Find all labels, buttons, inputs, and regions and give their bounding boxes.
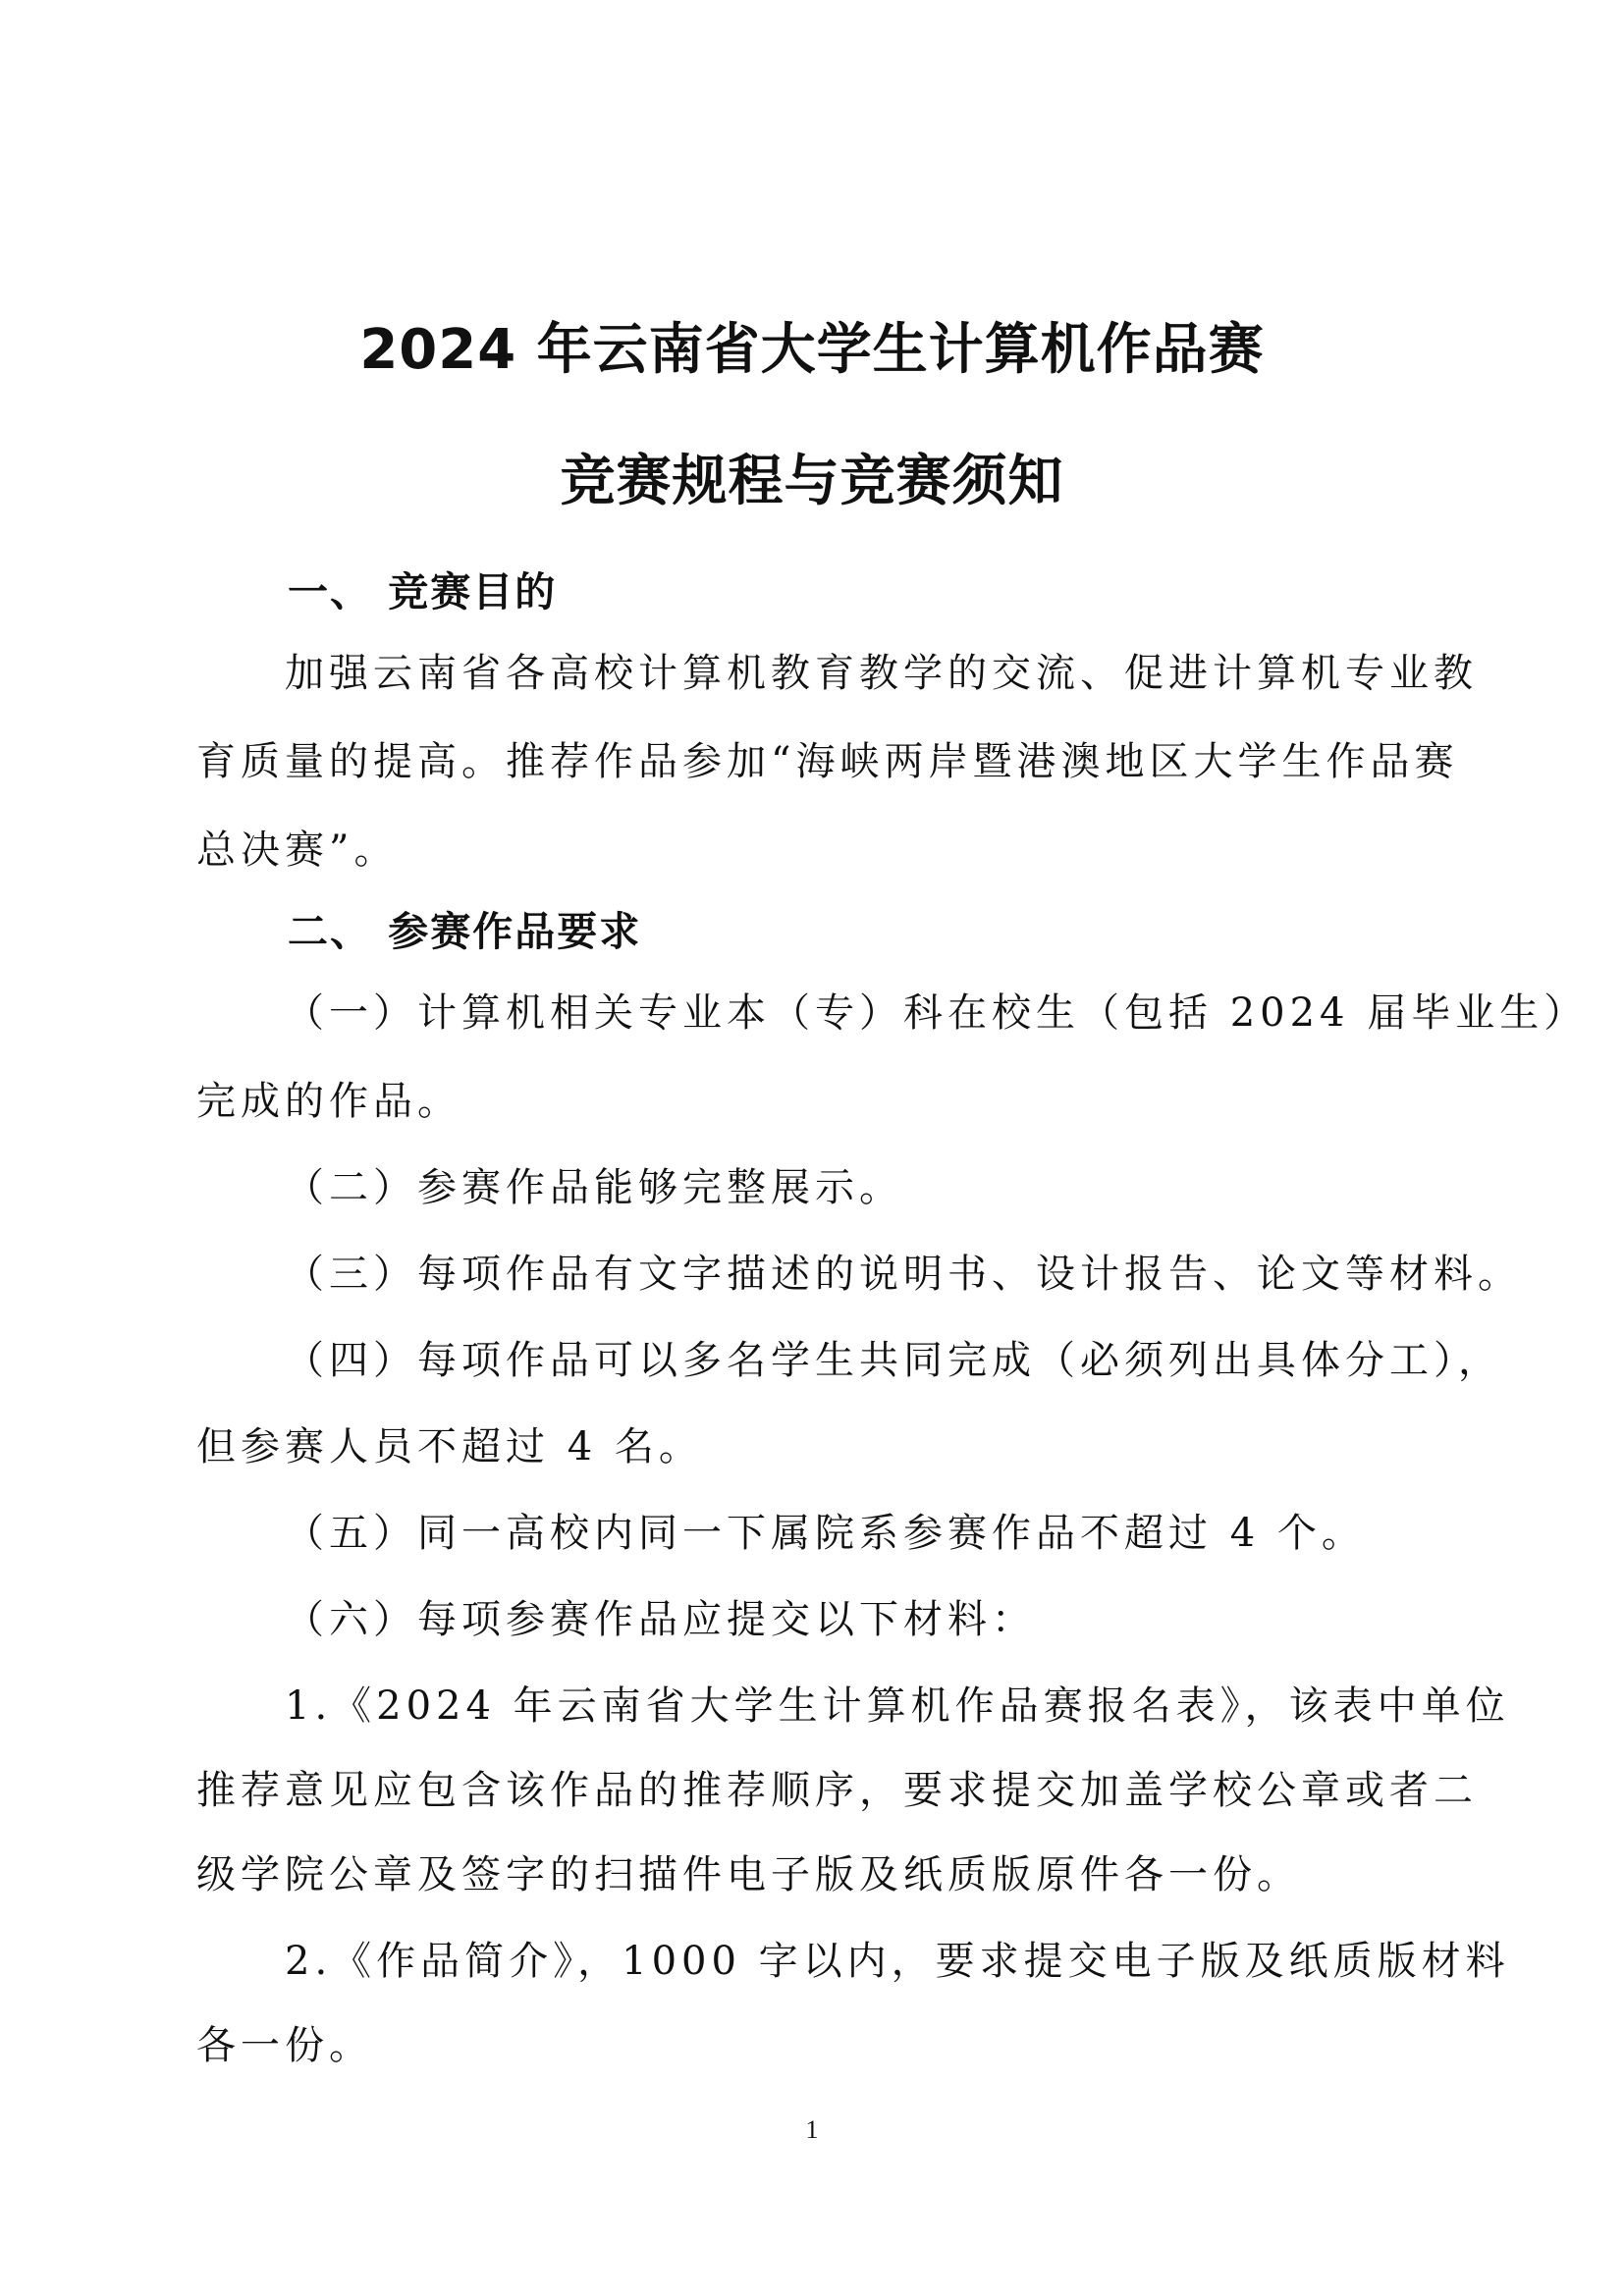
document-subtitle: 竞赛规程与竞赛须知: [560, 450, 1064, 513]
paragraph-line: 完成的作品。: [196, 1079, 461, 1124]
document-title: 2024 年云南省大学生计算机作品赛: [359, 318, 1265, 382]
paragraph-line: （一）计算机相关专业本（专）科在校生（包括 2024 届毕业生）: [285, 990, 1589, 1036]
paragraph-line: 加强云南省各高校计算机教育教学的交流、促进计算机专业教: [285, 651, 1478, 696]
paragraph-line: （三）每项作品有文字描述的说明书、设计报告、论文等材料。: [285, 1252, 1522, 1297]
paragraph-line: 级学院公章及签字的扫描件电子版及纸质版原件各一份。: [196, 1852, 1301, 1897]
paragraph-line: 1.《2024 年云南省大学生计算机作品赛报名表》，该表中单位: [285, 1683, 1510, 1729]
paragraph-line: （六）每项参赛作品应提交以下材料：: [285, 1597, 1036, 1642]
paragraph-line: （二）参赛作品能够完整展示。: [285, 1165, 903, 1210]
paragraph-line: （四）每项作品可以多名学生共同完成（必须列出具体分工），: [285, 1338, 1502, 1383]
paragraph-line: 育质量的提高。推荐作品参加“海峡两岸暨港澳地区大学生作品赛: [196, 739, 1459, 784]
section-heading-purpose: 一、 竞赛目的: [288, 568, 558, 615]
paragraph-line: 2.《作品简介》，1000 字以内，要求提交电子版及纸质版材料: [285, 1939, 1510, 1984]
section-heading-requirements: 二、 参赛作品要求: [288, 908, 642, 955]
page-number: 1: [805, 2115, 819, 2144]
paragraph-line: （五）同一高校内同一下属院系参赛作品不超过 4 个。: [285, 1511, 1366, 1556]
paragraph-line: 总决赛”。: [196, 828, 399, 873]
paragraph-line: 各一份。: [196, 2023, 373, 2068]
paragraph-line: 但参赛人员不超过 4 名。: [196, 1424, 703, 1469]
paragraph-line: 推荐意见应包含该作品的推荐顺序，要求提交加盖学校公章或者二: [196, 1768, 1478, 1813]
